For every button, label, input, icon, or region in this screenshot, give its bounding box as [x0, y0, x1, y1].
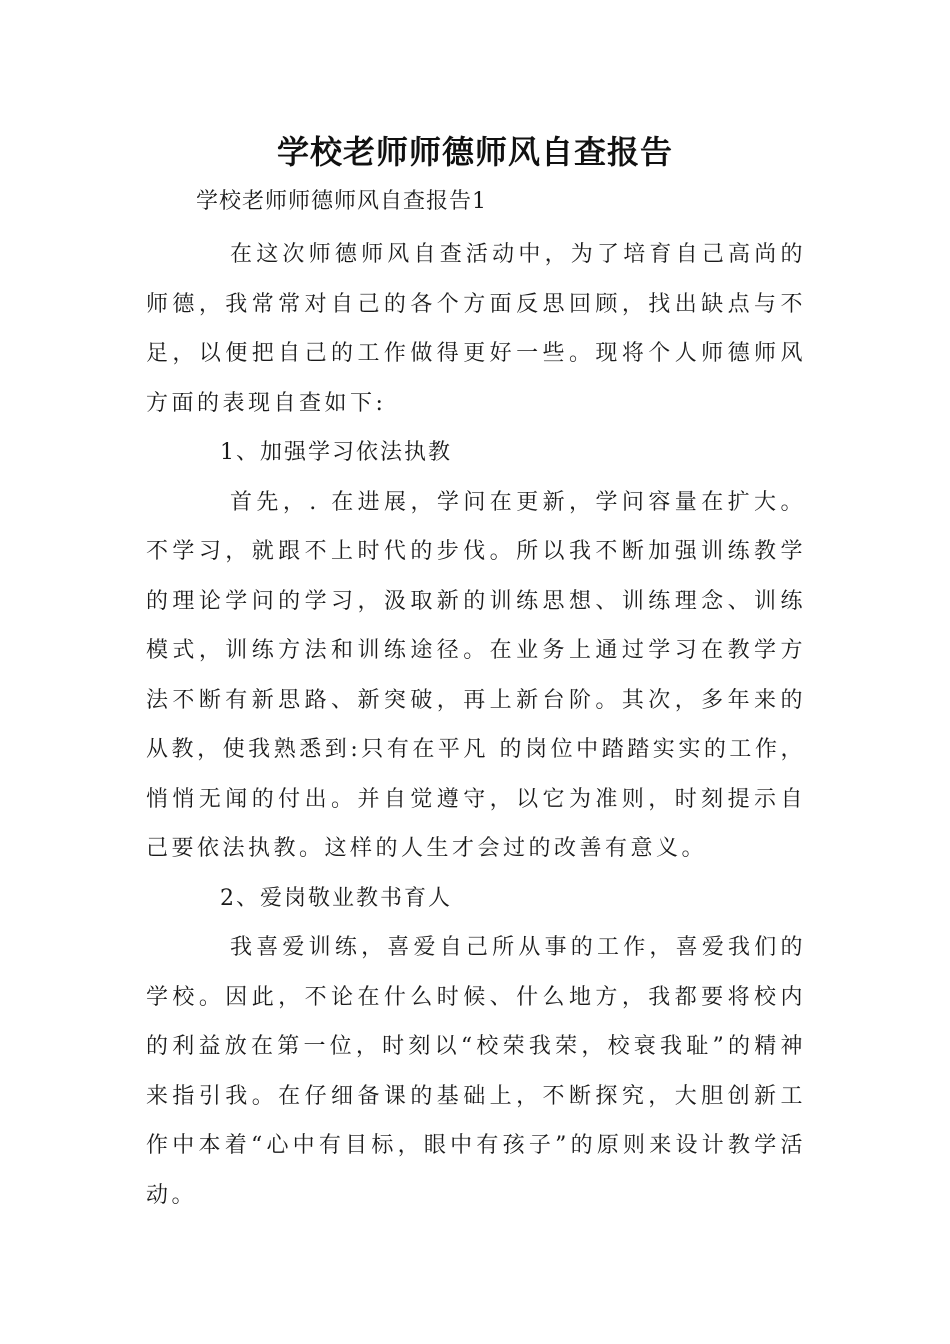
paragraph-section-2: 我喜爱训练，喜爱自己所从事的工作，喜爱我们的学校。因此，不论在什么时候、什么地方，我都要将校内的利益放在第一位，时刻以“校荣我荣，校衰我耻”的精神来指引我。在仔细备课的基础上，不断探究，大胆创新工作中本着“心中有目标，眼中有孩子”的原则来设计教学活动。	[146, 935, 806, 1208]
paragraph-section-1: 首先，. 在进展，学问在更新，学问容量在扩大。不学习，就跟不上时代的步伐。所以我不断加强训练教学的理论学问的学习，汲取新的训练思想、训练理念、训练模式，训练方法和训练途径。在业务上通过学习在教学方法不断有新思路、新突破，再上新台阶。其次，多年来的从教，使我熟悉到:只有在平凡 的岗位中踏踏实实的工作，悄悄无闻的付出。并自觉遵守，以它为准则，时刻提示自己要依法执教。这样的人生才会过的改善有意义。	[146, 489, 806, 861]
section-heading-1: 1、加强学习依法执教	[220, 440, 452, 465]
paragraph-intro: 在这次师德师风自查活动中，为了培育自己高尚的师德，我常常对自己的各个方面反思回顾，找出缺点与不足，以便把自己的工作做得更好一些。现将个人师德师风方面的表现自查如下:	[146, 242, 806, 416]
document-subtitle: 学校老师师德师风自查报告1	[196, 189, 487, 214]
document-body	[146, 230, 806, 1220]
document-title: 学校老师师德师风自查报告	[276, 133, 673, 171]
section-heading-2: 2、爱岗敬业教书育人	[220, 885, 452, 911]
